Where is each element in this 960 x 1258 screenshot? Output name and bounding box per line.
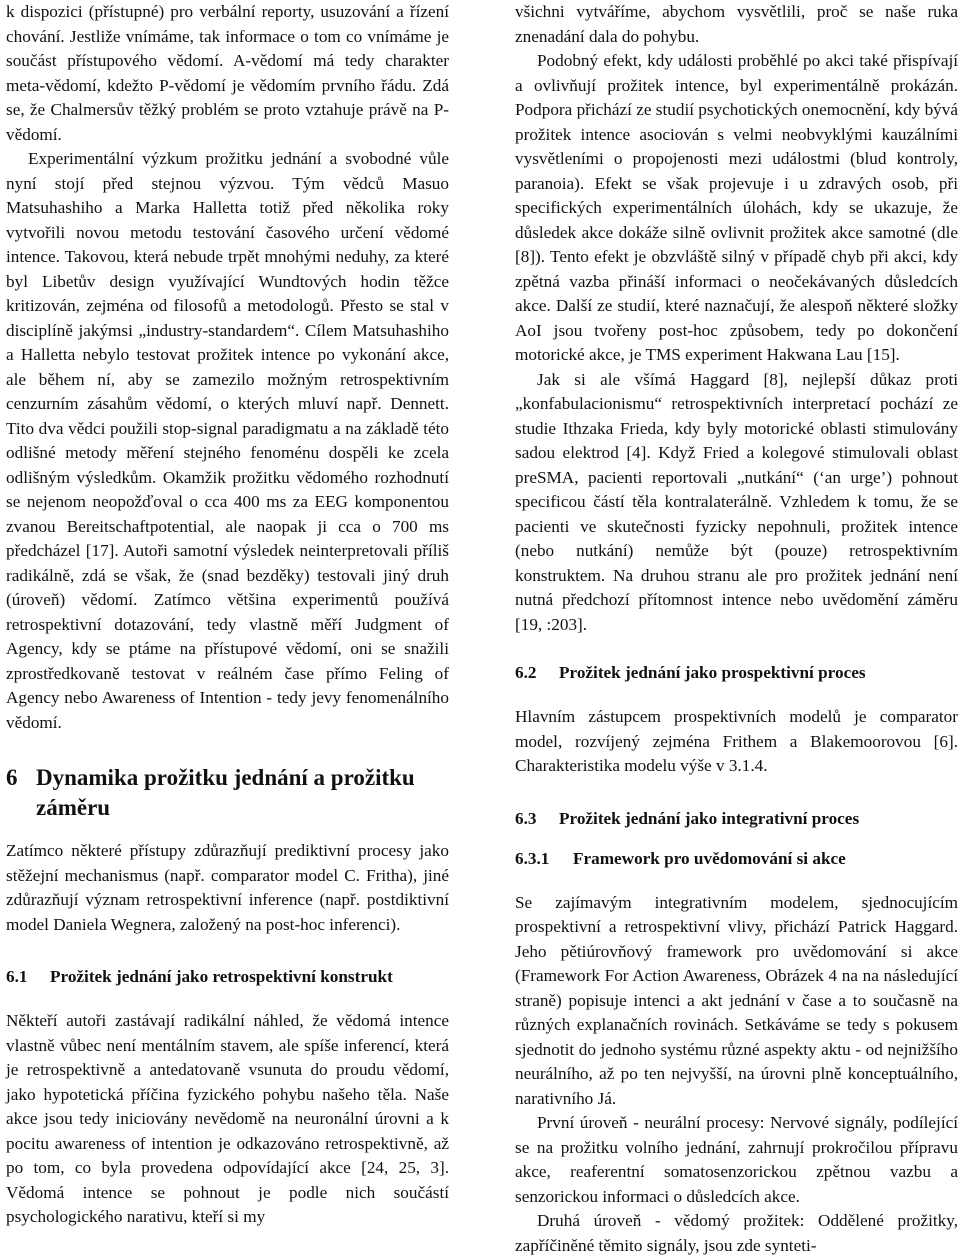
right-paragraph-2: Podobný efekt, kdy události proběhlé po akci také přispívají a ovlivňují prožitek intence, byl experimentálně prokázán. Podpora přichází ze studií psychotických onemocnění, kdy bývá prožitek intence asociován s velmi neobvyklými kauzálními vysvětleními o propojenosti mezi událostmi (blud kontroly, paranoia). Efekt se však projevuje i u zdravých osob, při specifických experimentálních úlohách, kdy se ukazuje, že důsledek akce dokáže silně ovlivnit prožitek akce samotné (dle [8]). Tento efekt je obzvláště silný v případě chyb při akci, kdy zpětná vazba přináší informaci o neočekávaných důsledcích akce. Další ze studií, které naznačují, že alespoň některé složky AoI jsou tvořeny post-hoc způsobem, tedy po dokončení motorické akce, je TMS experiment Hakwana Lau [15].	[515, 51, 958, 364]
section-6-title: Dynamika prožitku jednání a prožitku záměru	[36, 765, 415, 820]
section-6-3-1-heading	[515, 847, 958, 871]
section-6-3-heading	[515, 807, 958, 831]
section-6-2-number: 6.2	[515, 663, 537, 682]
section-6-3-1-title: Framework pro uvědomování si akce	[573, 848, 846, 868]
left-paragraph-2: Experimentální výzkum prožitku jednání a svobodné vůle nyní stojí před stejnou výzvou. Tým vědců Masuo Matsuhashiho a Marka Halletta totiž před několika roky vytvořili novou metodu testování časového určení vědomé intence. Takovou, která nebude trpět mnohými neduhy, za které byl Libetův design využívající Wundtových hodin těžce kritizován, zejména od filosofů a metodologů. Přesto se stal v disciplíně jakýmsi „industry-standardem“. Cílem Matsuhashiho a Halletta nebylo testovat prožitek intence po vykonání akce, ale během ní, aby se zamezilo možným retrospektivním cenzurním zásahům vědomí, o kterých mluví např. Dennett. Tito dva vědci použili stop-signal paradigmatu a na základě této odlišné metody měření stejného fenoménu dospěli ke zcela odlišným výsledkům. Okamžik prožitku vědomého rozhodnutí se nejenom neopožďoval o cca 400 ms za EEG komponentou zvanou Bereitschaftpotential, ale naopak ji cca o 700 ms předcházel [17]. Autoři samotní výsledek neinterpretovali příliš radikálně, zdá se však, že (snad bezděky) testovali jiný druh (úroveň) vědomí. Zatímco většina experimentů používá retrospektivní dotazování, tedy vlastně měří Judgment of Agency, kdy se ptáme na přístupové vědomí, oni se snažili zprostředkovaně testovat v reálném čase přímo Feling of Agency nebo Awareness of Intention - tedy jevy fenomenálního vědomí.	[6, 149, 449, 732]
section-6-2-heading	[515, 661, 958, 685]
left-paragraph-1: k dispozici (přístupné) pro verbální reporty, usuzování a řízení chování. Jestliže vnímáme, tak informace o tom co vnímáme je součást přístupového vědomí. A-vědomí má tedy charakter meta-vědomí, kdežto P-vědomí je vědomím prvního řádu. Zdá se, že Chalmersův těžký problém se proto vztahuje právě na P-vědomí.	[6, 2, 449, 144]
section-6-number: 6	[6, 765, 18, 790]
section-6-2-title: Prožitek jednání jako prospektivní proces	[559, 663, 866, 682]
right-paragraph-7: Druhá úroveň - vědomý prožitek: Oddělené prožitky, zapříčiněné těmito signály, jsou zde synteti-	[515, 1211, 958, 1255]
right-paragraph-1: všichni vytváříme, abychom vysvětlili, proč se naše ruka znenadání dala do pohybu.	[515, 2, 958, 46]
section-6-1-heading	[6, 965, 449, 989]
section-6-1-number: 6.1	[6, 967, 28, 986]
right-column	[515, 0, 958, 1258]
section-6-3-title: Prožitek jednání jako integrativní proces	[559, 808, 860, 828]
section-6-3-number: 6.3	[515, 808, 537, 828]
section-6-heading	[6, 763, 449, 823]
left-column	[6, 0, 449, 1230]
left-paragraph-4: Někteří autoři zastávají radikální náhled, že vědomá intence vlastně vůbec není mentálním stavem, ale spíše inferencí, která je retrospektivně a antedatovaně vsunuta do proudu vědomí, jako hypotetická příčina fyzického pohybu našeho těla. Naše akce jsou tedy iniciovány nevědomě na neuronální úrovni a k pocitu awareness of intention je odkazováno retrospektivně, až po tom, co byla provedena odpovídající akce [24, 25, 3]. Vědomá intence se pohnout je podle nich součástí psychologického narativu, kteří si my	[6, 1011, 449, 1226]
section-6-1-title: Prožitek jednání jako retrospektivní konstrukt	[50, 967, 393, 986]
section-6-3-1-number: 6.3.1	[515, 848, 550, 868]
right-paragraph-4: Hlavním zástupcem prospektivních modelů je comparator model, rozvíjený zejména Frithem a Blakemoorovou [6]. Charakteristika modelu výše v 3.1.4.	[515, 707, 958, 775]
right-paragraph-6: První úroveň - neurální procesy: Nervové signály, podílející se na prožitku volního jednání, zahrnují prokročilou přípravu akce, reaferentní somatosenzorickou zpětnou vazbu a senzorickou informaci o důsledcích akce.	[515, 1113, 958, 1206]
right-paragraph-3: Jak si ale všímá Haggard [8], nejlepší důkaz proti „konfabulacionismu“ retrospektivních interpretací pochází ze studie Ithzaka Frieda, kdy byly motorické oblasti stimulovány sadou elektrod [4]. Když Fried a kolegové stimulovali oblast preSMA, pacienti reportovali „nutkání“ (‘an urge’) pohnout specificou částí těla kontralaterálně. Vzhledem k tomu, že se pacienti ve skutečnosti fyzicky nepohnuli, prožitek intence (nebo nutkání) nemůže být (pouze) retrospektivním konstruktem. Na druhou stranu ale pro prožitek jednání není nutná předchozí přítomnost intence nebo uvědomění záměru [19, :203].	[515, 369, 958, 634]
right-paragraph-5: Se zajímavým integrativním modelem, sjednocujícím prospektivní a retrospektivní vlivy, přichází Patrick Haggard. Jeho pětiúrovňový framework pro uvědomování si akce (Framework For Action Awareness, Obrázek 4 na na následující straně) popisuje intenci a akt jednání v čase a to současně na různých explanačních rovinách. Setkáváme se tedy s pokusem sjednotit do jednoho systému různé aspekty aktu - od nejnižšího neurálního, až po ten nejvyšší, na úrovni plně konceptuálního, narativního Já.	[515, 892, 958, 1108]
left-paragraph-3: Zatímco některé přístupy zdůrazňují prediktivní procesy jako stěžejní mechanismus (např. comparator model C. Fritha), jiné zdůrazňují význam retrospektivní inference (např. postdiktivní model Daniela Wegnera, založený na post-hoc inferenci).	[6, 841, 449, 934]
